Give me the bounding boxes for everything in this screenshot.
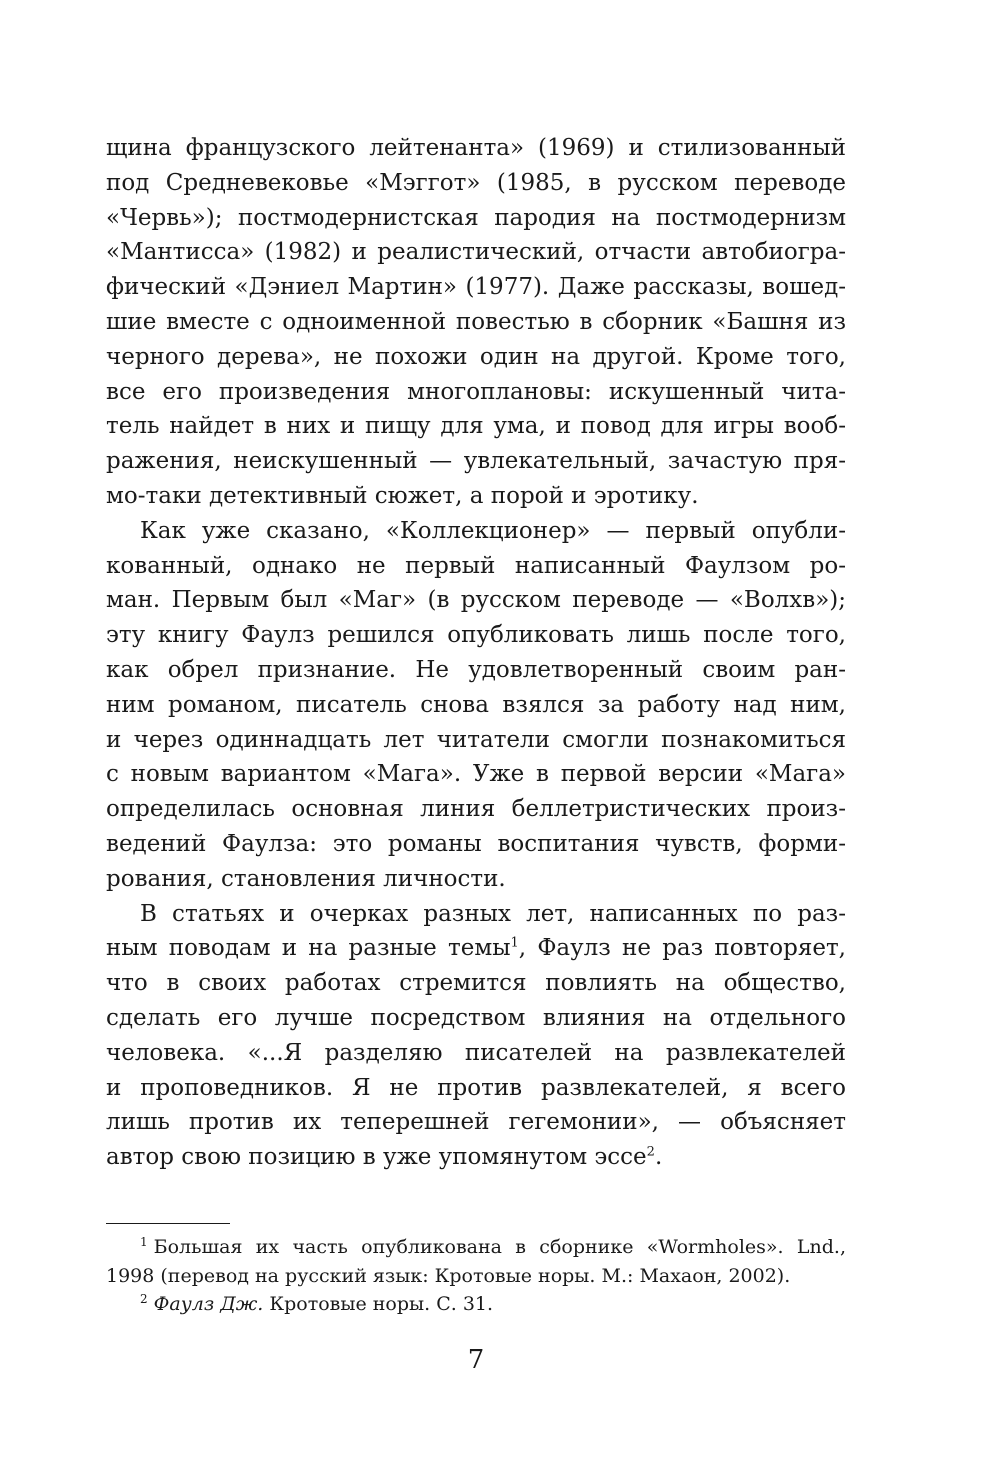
footnote-1: [106, 1233, 846, 1262]
text-line: определилась основная линия беллетристических произ-: [106, 796, 846, 823]
text-line: ман. Первым был «Маг» (в русском переводе — «Волхв»);: [106, 587, 846, 614]
text-line: сделать его лучше посредством влияния на отдельного: [106, 1004, 846, 1031]
text-line: как обрел признание. Не удовлетворенный своим ран-: [106, 656, 846, 683]
text-line: эту книгу Фаулз решился опубликовать лишь после того,: [106, 622, 846, 649]
text-segment: автор свою позицию в уже упомянутом эссе: [106, 1144, 647, 1171]
text-line: [106, 1140, 846, 1175]
footnote-1-mark: 1: [140, 1234, 148, 1249]
footnotes: [106, 1233, 846, 1319]
text-line: ражения, неискушенный — увлекательный, зачастую пря-: [106, 448, 846, 475]
text-line: под Средневековье «Мэггот» (1985, в русском переводе: [106, 169, 846, 196]
footnote-2: [106, 1290, 846, 1319]
text-line: и проповедников. Я не против развлекателей, я всего: [106, 1074, 846, 1101]
footnote-divider: [106, 1223, 230, 1224]
text-line: [106, 931, 846, 966]
text-line: В статьях и очерках разных лет, написанных по раз-: [140, 900, 846, 927]
text-line: и через одиннадцать лет читатели смогли познакомиться: [106, 726, 846, 753]
text-segment: .: [654, 1144, 663, 1171]
footnote-1-continuation: 1998 (перевод на русский язык: Кротовые норы. М.: Махаон, 2002).: [106, 1264, 791, 1287]
text-line: что в своих работах стремится повлиять на общество,: [106, 970, 846, 997]
main-text: [106, 131, 846, 1175]
text-line: «Мантисса» (1982) и реалистический, отчасти автобиогра-: [106, 239, 846, 266]
text-line: Как уже сказано, «Коллекционер» — первый опубли-: [140, 517, 846, 544]
footnote-2-mark: 2: [140, 1291, 148, 1306]
page-number: 7: [467, 1345, 485, 1375]
text-line: лишь против их теперешней гегемонии», — объясняет: [106, 1109, 846, 1136]
text-line: с новым вариантом «Мага». Уже в первой версии «Мага»: [106, 761, 846, 788]
text-line: черного дерева», не похожи один на другой. Кроме того,: [106, 343, 846, 370]
footnote-2-author: Фаулз Дж.: [153, 1293, 264, 1315]
text-segment: ным поводам и на разные темы: [106, 935, 511, 962]
footnote-1-text: Большая их часть опубликована в сборнике «Wormholes». Lnd.,: [153, 1236, 846, 1258]
footnote-ref-1[interactable]: 1: [510, 935, 519, 951]
text-line: все его произведения многоплановы: искушенный чита-: [106, 378, 846, 405]
text-line: человека. «...Я разделяю писателей на развлекателей: [106, 1039, 846, 1066]
text-line: мо-таки детективный сюжет, а порой и эротику.: [106, 482, 699, 509]
text-line: щина французского лейтенанта» (1969) и стилизованный: [106, 135, 846, 161]
text-segment: , Фаулз не раз повторяет,: [518, 935, 846, 962]
text-line: фический «Дэниел Мартин» (1977). Даже рассказы, вошед-: [106, 274, 846, 301]
text-line: «Червь»); постмодернистская пародия на постмодернизм: [106, 204, 846, 231]
text-line: тель найдет в них и пищу для ума, и повод для игры вооб-: [106, 413, 846, 440]
text-line: кованный, однако не первый написанный Фаулзом ро-: [106, 552, 846, 579]
text-line: шие вместе с одноименной повестью в сборник «Башня из: [106, 308, 846, 335]
text-line: ним романом, писатель снова взялся за работу над ним,: [106, 691, 846, 718]
text-line: ведений Фаулза: это романы воспитания чувств, форми-: [106, 830, 846, 857]
footnote-2-text: Кротовые норы. С. 31.: [263, 1293, 494, 1315]
text-line: рования, становления личности.: [106, 865, 506, 892]
footnote-ref-2[interactable]: 2: [646, 1144, 655, 1160]
